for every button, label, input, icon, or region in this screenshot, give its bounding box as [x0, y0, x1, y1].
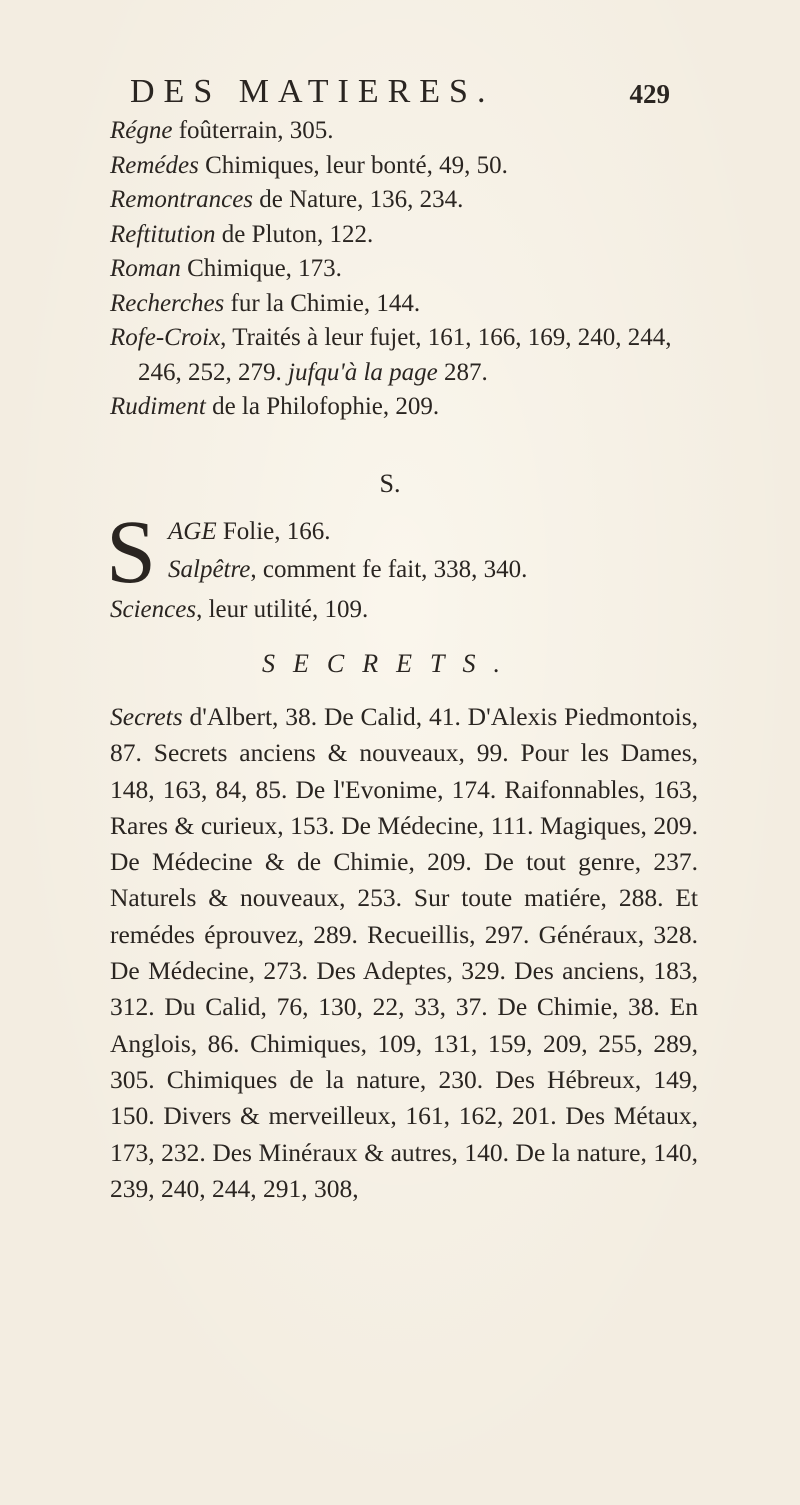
entry-locator: jufqu'à la page [288, 358, 438, 386]
entry-heading: AGE [168, 517, 217, 545]
index-entries [106, 114, 698, 1207]
section-letter: S. [379, 468, 401, 498]
drop-cap: S [106, 502, 157, 602]
index-entry [110, 149, 695, 184]
index-entry [110, 114, 695, 149]
entry-text: de la Philofophie, 209. [205, 393, 440, 420]
entry-heading: Remédes [110, 151, 199, 179]
index-entry [110, 593, 695, 628]
entry-text: Chimique, 173. [180, 255, 342, 282]
entry-text: d'Albert, 38. De Calid, 41. D'Alexis Piedmontois, 87. Secrets anciens & nouveaux, 99. Pour les Dames, 148, 163, 84, 85. De l'Evonime, 174. Raifonnables, 163, Rares & curieux, 153. De Médecine, 111. Magiques, 209. De Médecine & de Chimie, 209. De tout genre, 237. Naturels & nouveaux, 253. Sur toute matiére, 288. Et remédes éprouvez, 289. Recueillis, 297. Généraux, 328. De Médecine, 273. Des Adeptes, 329. Des anciens, 183, 312. Du Calid, 76, 130, 22, 33, 37. De Chimie, 38. En Anglois, 86. Chimiques, 109, 131, 159, 209, 255, 289, 305. Chimiques de la nature, 230. Des Hébreux, 149, 150. Divers & merveilleux, 161, 162, 201. Des Métaux, 173, 232. Des Minéraux & autres, 140. De la nature, 140, 239, 240, 244, 291, 308, [110, 702, 698, 1203]
entry-heading: Roman [110, 255, 181, 282]
running-title: DES MATIERES. [130, 73, 495, 110]
index-entry [168, 553, 708, 588]
entry-text: fur la Chimie, 144. [224, 289, 421, 317]
index-entry [110, 218, 695, 253]
entry-text: Chimiques, leur bonté, 49, 50. [198, 151, 508, 179]
index-entry [110, 252, 695, 287]
entry-text: , comment fe fait, 338, 340. [250, 555, 528, 583]
index-entry [110, 321, 695, 390]
index-entry [110, 183, 695, 218]
entry-heading: Reftitution [110, 220, 216, 248]
index-entry [168, 515, 708, 550]
secrets-heading: SECRETS. [262, 649, 518, 678]
entry-text: Folie, 166. [216, 517, 331, 545]
entry-heading: Sciences [110, 595, 197, 623]
entry-text: , Traités à leur fujet, 161, 166, 169, 240, 244, 246, 252, 279. [138, 324, 672, 386]
entry-text: foûterrain, 305. [172, 117, 334, 144]
index-entry [110, 390, 695, 425]
entry-heading: Rofe-Croix [110, 324, 221, 351]
entry-heading: Remontrances [110, 186, 254, 213]
entry-end: 287. [437, 358, 488, 386]
index-entry [110, 287, 695, 322]
secrets-paragraph [110, 699, 698, 1207]
entry-heading: Recherches [110, 289, 225, 317]
section-s-block [106, 502, 695, 602]
entry-heading: Salpêtre [168, 555, 251, 583]
entry-heading: Régne [110, 117, 173, 144]
entry-heading: Secrets [110, 702, 183, 731]
entry-text: , leur utilité, 109. [196, 595, 369, 623]
page-number: 429 [629, 79, 670, 109]
entry-text: de Nature, 136, 234. [253, 186, 464, 213]
running-head [130, 72, 670, 112]
entry-text: de Pluton, 122. [215, 220, 374, 248]
entry-heading: Rudiment [110, 393, 206, 420]
